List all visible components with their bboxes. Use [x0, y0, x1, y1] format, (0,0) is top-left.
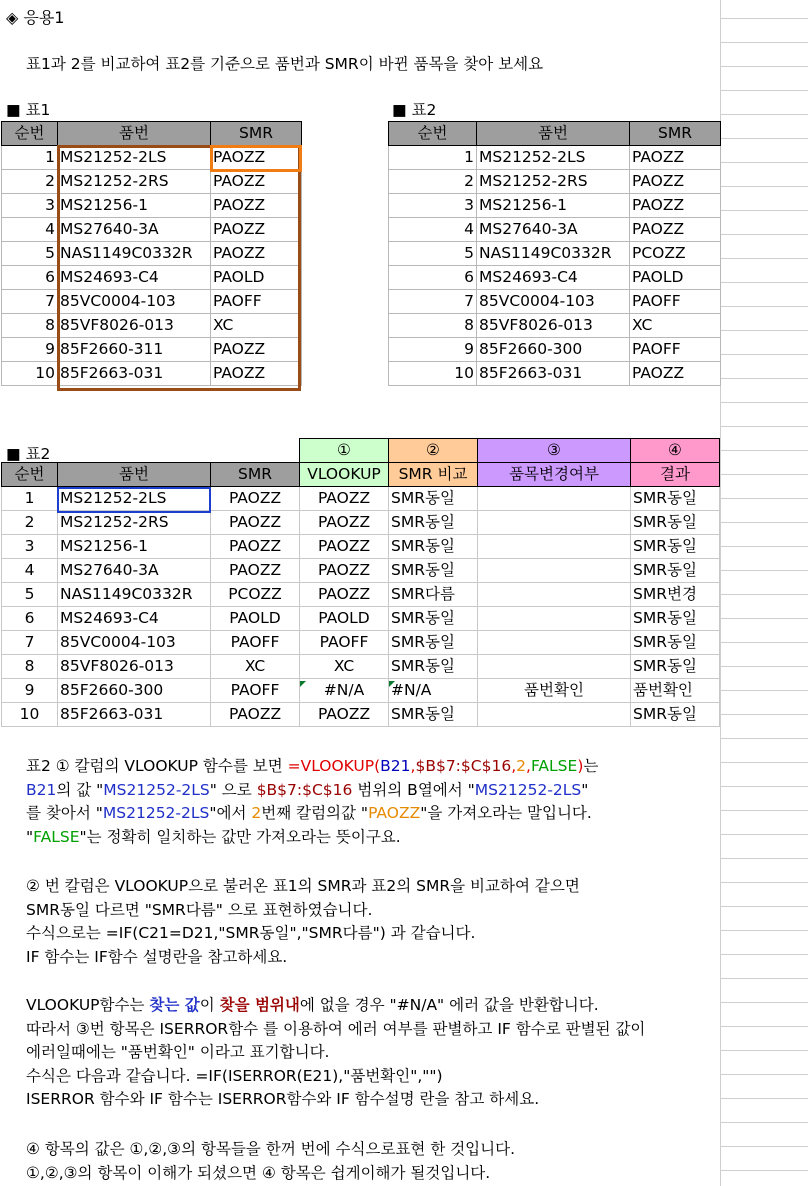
table-cell[interactable]: 4 — [2, 218, 58, 242]
formula-comma: , — [526, 757, 531, 775]
table1-header-no: 순번 — [2, 122, 58, 146]
table-cell[interactable]: 6 — [2, 266, 58, 290]
table3-header-part-changed: 품목변경여부 — [478, 463, 631, 487]
table-cell[interactable]: SMR동일 — [631, 487, 720, 511]
explain-paragraph-3 — [26, 994, 645, 1112]
table-cell[interactable]: 7 — [389, 290, 477, 314]
table-cell[interactable]: XC — [211, 655, 300, 679]
table-cell[interactable]: PAOFF — [211, 290, 302, 314]
table-row — [389, 338, 721, 362]
explain-text: 는 — [583, 757, 599, 775]
explain-line: 수식으로는 =IF(C21=D21,"SMR동일","SMR다름") 과 같습니다. — [26, 924, 476, 942]
formula-fn: =VLOOKUP( — [287, 757, 381, 775]
formula-arg-col: 2 — [516, 757, 526, 775]
table-cell[interactable]: PAOZZ — [211, 511, 300, 535]
error-indicator-icon — [389, 681, 395, 687]
table-row — [2, 511, 720, 535]
table-cell[interactable]: 10 — [389, 362, 477, 386]
table-cell[interactable]: MS27640-3A — [58, 218, 211, 242]
table-cell[interactable]: SMR동일 — [389, 655, 478, 679]
sheet-gridlines — [720, 0, 808, 1186]
table-cell[interactable]: NAS1149C0332R — [58, 583, 211, 607]
table-row — [389, 290, 721, 314]
table-cell[interactable]: MS27640-3A — [477, 218, 630, 242]
table-cell[interactable]: PAOZZ — [211, 194, 302, 218]
table-cell[interactable]: MS21252-2LS — [477, 146, 630, 170]
table-cell[interactable]: 1 — [2, 146, 58, 170]
table-cell[interactable]: SMR다름 — [389, 583, 478, 607]
table-cell[interactable]: 품번확인 — [478, 679, 631, 703]
explain-paragraph-4 — [26, 1138, 515, 1185]
table-cell[interactable]: 2 — [389, 170, 477, 194]
table-cell[interactable]: 85VF8026-013 — [58, 314, 211, 338]
table3-spacer-3 — [211, 439, 300, 463]
table-cell[interactable]: PAOFF — [211, 631, 300, 655]
table3-spacer-1 — [2, 439, 58, 463]
intro-text: 표1과 2를 비교하여 표2를 기준으로 품번과 SMR이 바뀐 품목을 찾아 보세요 — [26, 55, 544, 73]
step-1-number: ① — [300, 439, 389, 463]
table-cell[interactable]: 3 — [389, 194, 477, 218]
table-row — [2, 242, 302, 266]
table-row — [2, 194, 302, 218]
table-cell[interactable]: PAOLD — [300, 607, 389, 631]
table-cell[interactable]: PCOZZ — [211, 583, 300, 607]
explain-text: "는 정확히 일치하는 값만 가져오라는 뜻이구요. — [79, 827, 401, 846]
explain-line: 따라서 ③번 항목은 ISERROR함수 를 이용하여 에러 여부를 판별하고 IF 함수로 판별된 값이 — [26, 1019, 646, 1038]
table-cell[interactable]: MS24693-C4 — [58, 607, 211, 631]
table1 — [1, 121, 302, 386]
table2-caption: ■ 표2 — [392, 101, 437, 119]
table2-header-partno: 품번 — [477, 122, 630, 146]
table3-caption: ■ 표2 — [6, 445, 51, 463]
table-row — [2, 655, 720, 679]
formula-close: ) — [577, 757, 584, 775]
table-row — [2, 679, 720, 703]
table-cell[interactable]: PAOZZ — [300, 559, 389, 583]
formula-comma: , — [511, 757, 517, 775]
explain-line: SMR동일 다르면 "SMR다름" 으로 표현하였습니다. — [26, 900, 373, 919]
table-cell[interactable]: 1 — [389, 146, 477, 170]
table-cell[interactable]: SMR동일 — [389, 487, 478, 511]
table-cell[interactable]: 5 — [389, 242, 477, 266]
table-cell[interactable]: NAS1149C0332R — [58, 242, 211, 266]
explain-text: 이 — [199, 996, 220, 1014]
table-cell[interactable]: MS21256-1 — [58, 194, 211, 218]
table-cell[interactable]: 2 — [2, 170, 58, 194]
table-cell[interactable]: MS21256-1 — [58, 535, 211, 559]
table-cell[interactable]: 3 — [2, 535, 58, 559]
table-cell[interactable]: 5 — [2, 583, 58, 607]
table-cell[interactable]: PAOZZ — [211, 535, 300, 559]
table-cell[interactable]: PAOZZ — [300, 487, 389, 511]
table-cell[interactable]: PAOLD — [630, 266, 721, 290]
explain-result: PAOZZ — [368, 804, 421, 822]
table-cell[interactable]: PAOZZ — [300, 535, 389, 559]
table-cell[interactable]: 9 — [2, 338, 58, 362]
explain-text: 를 찾아서 " — [26, 804, 103, 822]
explain-line: ② 번 칼럼은 VLOOKUP으로 불러온 표1의 SMR과 표2의 SMR을 비교하여 같으면 — [26, 877, 580, 895]
table-row — [2, 146, 302, 170]
error-indicator-icon — [300, 681, 306, 687]
explain-text: " 으로 — [209, 780, 257, 799]
table-row — [2, 314, 302, 338]
table-row — [2, 218, 302, 242]
table-cell[interactable]: PAOZZ — [211, 487, 300, 511]
table-cell[interactable]: PAOZZ — [300, 511, 389, 535]
table-cell[interactable]: SMR동일 — [631, 535, 720, 559]
table3-header-partno: 품번 — [58, 463, 211, 487]
table-row — [389, 314, 721, 338]
table-cell[interactable]: SMR동일 — [631, 559, 720, 583]
table-cell[interactable]: 품번확인 — [631, 679, 720, 703]
table2-header-no: 순번 — [389, 122, 477, 146]
explain-line: ①,②,③의 항목이 이해가 되셨으면 ④ 항목은 쉽게이해가 될것입니다. — [26, 1163, 491, 1182]
table-cell[interactable]: PAOFF — [630, 338, 721, 362]
table-cell[interactable]: MS27640-3A — [58, 559, 211, 583]
explain-line: 에러일때에는 "품번확인" 이라고 표기합니다. — [26, 1043, 330, 1061]
step-3-number: ③ — [478, 439, 631, 463]
table1-body — [2, 146, 302, 386]
table-cell[interactable]: 5 — [2, 242, 58, 266]
table-row — [389, 194, 721, 218]
table-cell[interactable]: 85F2663-031 — [58, 362, 211, 386]
table-cell[interactable]: 85VC0004-103 — [477, 290, 630, 314]
table-cell[interactable]: MS21252-2RS — [58, 511, 211, 535]
table-cell[interactable]: MS21256-1 — [477, 194, 630, 218]
table-cell[interactable]: PCOZZ — [630, 242, 721, 266]
table-cell[interactable] — [478, 583, 631, 607]
table-cell[interactable]: #N/A — [389, 679, 478, 703]
formula-arg-range: $B$7:$C$16 — [415, 757, 512, 775]
table-cell[interactable] — [478, 487, 631, 511]
table2-header-smr: SMR — [630, 122, 721, 146]
table-cell[interactable]: XC — [300, 655, 389, 679]
table-cell[interactable]: MS24693-C4 — [58, 266, 211, 290]
table-row — [389, 218, 721, 242]
table-cell[interactable]: 85VC0004-103 — [58, 290, 211, 314]
table-cell[interactable]: SMR동일 — [631, 511, 720, 535]
table1-header-partno: 품번 — [58, 122, 211, 146]
table-cell[interactable]: SMR동일 — [631, 703, 720, 727]
table-row — [2, 290, 302, 314]
table-cell[interactable]: PAOZZ — [211, 362, 302, 386]
explain-text: " — [26, 827, 34, 846]
table-cell[interactable]: 85F2663-031 — [58, 703, 211, 727]
table-row — [2, 559, 720, 583]
explain-text: " — [581, 780, 589, 799]
explain-highlight: 찾는 값 — [149, 996, 200, 1014]
table-cell[interactable]: PAOZZ — [630, 194, 721, 218]
explain-range: $B$7:$C$16 — [256, 780, 353, 799]
explain-text: VLOOKUP함수는 — [26, 996, 150, 1014]
explain-cell-ref: B21 — [26, 780, 57, 799]
explain-line: ④ 항목의 값은 ①,②,③의 항목들을 한꺼 번에 수식으로표현 한 것입니다. — [26, 1140, 516, 1158]
table-row — [2, 583, 720, 607]
table-cell[interactable]: SMR동일 — [389, 607, 478, 631]
table-cell[interactable]: 8 — [389, 314, 477, 338]
table-cell[interactable]: 9 — [389, 338, 477, 362]
explain-text: "에서 — [209, 804, 252, 822]
table-row — [2, 631, 720, 655]
table-row — [389, 266, 721, 290]
table-cell[interactable] — [478, 655, 631, 679]
table-row — [389, 170, 721, 194]
table-cell[interactable]: SMR동일 — [389, 559, 478, 583]
table-cell[interactable] — [478, 631, 631, 655]
table-cell[interactable]: 4 — [2, 559, 58, 583]
table-cell[interactable]: 9 — [2, 679, 58, 703]
table-row — [2, 266, 302, 290]
table-cell[interactable]: XC — [211, 314, 302, 338]
explain-paragraph-1 — [26, 755, 598, 849]
table-cell[interactable]: PAOZZ — [211, 218, 302, 242]
explain-text: 의 값 " — [56, 780, 104, 799]
table-row — [2, 535, 720, 559]
table-cell[interactable] — [478, 607, 631, 631]
table-cell[interactable]: 8 — [2, 314, 58, 338]
explain-line: IF 함수는 IF함수 설명란을 참고하세요. — [26, 947, 288, 966]
table-cell[interactable]: 10 — [2, 703, 58, 727]
table-cell[interactable]: PAOZZ — [211, 338, 302, 362]
explain-line: 수식은 다음과 같습니다. =IF(ISERROR(E21),"품번확인","") — [26, 1066, 443, 1085]
table-cell[interactable]: 10 — [2, 362, 58, 386]
page-title: ◈ 응용1 — [6, 8, 65, 27]
table3-header-vlookup: VLOOKUP — [300, 463, 389, 487]
table-cell[interactable] — [478, 703, 631, 727]
table-row — [2, 607, 720, 631]
explain-value: MS21252-2LS — [474, 780, 582, 799]
table-cell[interactable]: 6 — [2, 607, 58, 631]
table-cell[interactable]: #N/A — [300, 679, 389, 703]
table-cell[interactable]: PAOZZ — [211, 146, 302, 170]
table3 — [1, 438, 720, 727]
table-cell[interactable]: 7 — [2, 290, 58, 314]
explain-text: 에 없을 경우 "#N/A" 에러 값을 반환합니다. — [299, 996, 599, 1014]
table-cell[interactable]: 3 — [2, 194, 58, 218]
table-cell[interactable]: PAOZZ — [300, 583, 389, 607]
table-cell[interactable]: 85F2660-300 — [477, 338, 630, 362]
table-cell[interactable]: SMR동일 — [631, 607, 720, 631]
explain-text: "을 가져오라는 말입니다. — [420, 804, 592, 822]
explain-value: MS21252-2LS — [103, 780, 210, 799]
table-cell[interactable]: PAOZZ — [630, 146, 721, 170]
table-cell[interactable]: PAOZZ — [300, 703, 389, 727]
table3-body — [2, 487, 720, 727]
table-cell[interactable]: SMR동일 — [631, 655, 720, 679]
explain-line: ISERROR 함수와 IF 함수는 ISERROR함수와 IF 함수설명 란을 참고 하세요. — [26, 1090, 540, 1108]
table-cell[interactable]: PAOFF — [630, 290, 721, 314]
table3-spacer-2 — [58, 439, 211, 463]
table3-header-smr-compare: SMR 비교 — [389, 463, 478, 487]
step-4-number: ④ — [631, 439, 720, 463]
table-cell[interactable]: PAOZZ — [630, 170, 721, 194]
table3-header-smr: SMR — [211, 463, 300, 487]
table-cell[interactable]: SMR변경 — [631, 583, 720, 607]
table-cell[interactable]: PAOFF — [300, 631, 389, 655]
table-cell[interactable]: PAOLD — [211, 607, 300, 631]
table-cell[interactable]: MS21252-2LS — [58, 487, 211, 511]
explain-text: 번째 칼럼의값 " — [261, 804, 369, 822]
explain-text: 범위의 B열에서 " — [352, 780, 475, 799]
table-cell[interactable]: 7 — [2, 631, 58, 655]
table-cell[interactable] — [478, 535, 631, 559]
table-cell[interactable]: PAOZZ — [630, 218, 721, 242]
explain-false: FALSE — [33, 827, 80, 846]
table-cell[interactable]: MS21252-2RS — [477, 170, 630, 194]
explain-col-number: 2 — [251, 804, 262, 822]
table-cell[interactable]: PAOFF — [211, 679, 300, 703]
table-cell[interactable]: PAOZZ — [211, 242, 302, 266]
table-cell[interactable]: 6 — [389, 266, 477, 290]
table-row — [2, 703, 720, 727]
table2 — [388, 121, 721, 386]
table3-header-no: 순번 — [2, 463, 58, 487]
formula-arg-false: FALSE — [530, 757, 578, 775]
table-row — [389, 362, 721, 386]
table-cell[interactable]: XC — [630, 314, 721, 338]
table1-caption: ■ 표1 — [6, 101, 51, 119]
table-cell[interactable]: 85VF8026-013 — [58, 655, 211, 679]
table-cell[interactable]: 85F2663-031 — [477, 362, 630, 386]
table-cell[interactable]: PAOZZ — [211, 170, 302, 194]
table-cell[interactable]: SMR동일 — [389, 631, 478, 655]
table-cell[interactable] — [478, 559, 631, 583]
table-cell[interactable]: 85VC0004-103 — [58, 631, 211, 655]
table-cell[interactable]: 85VF8026-013 — [477, 314, 630, 338]
table-cell[interactable]: PAOZZ — [211, 703, 300, 727]
table-cell[interactable]: PAOLD — [211, 266, 302, 290]
table-row — [2, 170, 302, 194]
table-row — [2, 338, 302, 362]
explain-text: 표2 ① 칼럼의 VLOOKUP 함수를 보면 — [26, 757, 288, 775]
table-cell[interactable]: SMR동일 — [389, 535, 478, 559]
table-cell[interactable]: 85F2660-311 — [58, 338, 211, 362]
table1-header-smr: SMR — [211, 122, 302, 146]
table-row — [389, 146, 721, 170]
table-cell[interactable]: SMR동일 — [389, 703, 478, 727]
table-cell[interactable]: SMR동일 — [631, 631, 720, 655]
table-cell[interactable]: PAOZZ — [211, 559, 300, 583]
table-row — [389, 242, 721, 266]
formula-comma: , — [410, 757, 416, 775]
formula-arg-cell: B21 — [380, 757, 411, 775]
step-2-number: ② — [389, 439, 478, 463]
table-cell[interactable]: 1 — [2, 487, 58, 511]
table-cell[interactable]: MS21252-2RS — [58, 170, 211, 194]
table-cell[interactable]: 8 — [2, 655, 58, 679]
table-cell[interactable]: MS21252-2LS — [58, 146, 211, 170]
table2-body — [389, 146, 721, 386]
table-cell[interactable]: 2 — [2, 511, 58, 535]
explain-highlight: 찾을 범위내 — [219, 996, 300, 1014]
table-cell[interactable]: NAS1149C0332R — [477, 242, 630, 266]
table3-header-result: 결과 — [631, 463, 720, 487]
table-cell[interactable]: MS24693-C4 — [477, 266, 630, 290]
table-cell[interactable]: 4 — [389, 218, 477, 242]
table-cell[interactable]: 85F2660-300 — [58, 679, 211, 703]
table-cell[interactable]: SMR동일 — [389, 511, 478, 535]
explain-value: MS21252-2LS — [102, 804, 210, 822]
table-cell[interactable] — [478, 511, 631, 535]
table-cell[interactable]: PAOZZ — [630, 362, 721, 386]
table-row — [2, 487, 720, 511]
table-row — [2, 362, 302, 386]
explain-paragraph-2 — [26, 875, 580, 969]
